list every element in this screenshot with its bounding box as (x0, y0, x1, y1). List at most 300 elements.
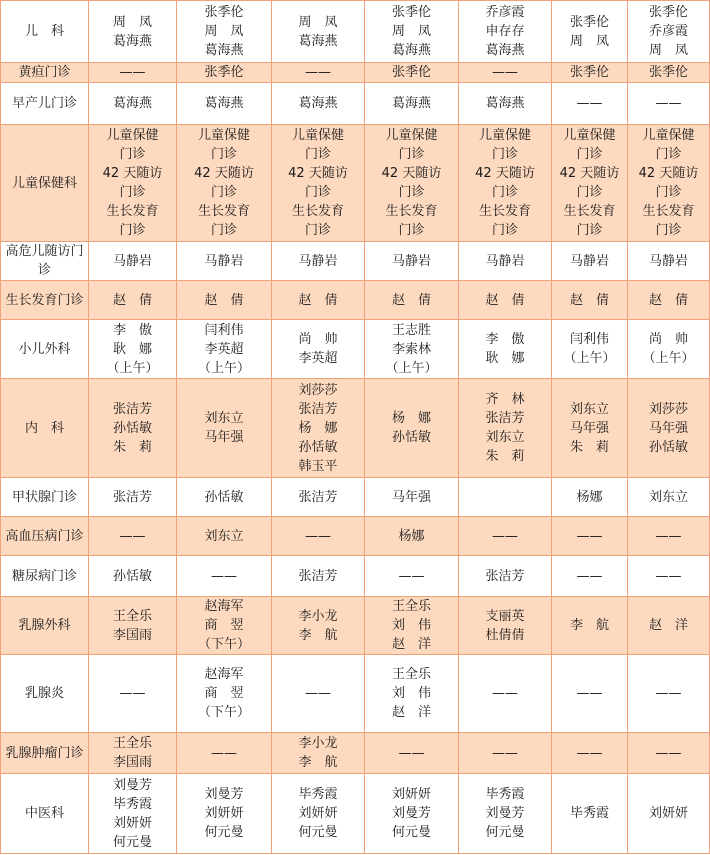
doctor-cell (177, 83, 272, 125)
doctor-name: 刘妍妍 (204, 806, 244, 821)
doctor-name: 葛海燕 (391, 43, 431, 58)
doctor-cell (459, 478, 552, 517)
doctor-name: 闫利伟 (569, 332, 609, 347)
doctor-name: 毕秀霞 (485, 787, 525, 802)
doctor-name: 张季伦 (204, 65, 244, 80)
schedule-row-diabetes (1, 556, 710, 597)
doctor-cell (177, 281, 272, 320)
doctor-name: 门诊 (398, 185, 425, 200)
doctor-name: —— (492, 745, 518, 761)
department-name: 儿童保健科 (11, 175, 77, 191)
doctor-cell (272, 63, 365, 83)
department-name: 乳腺肿瘤门诊 (5, 745, 84, 761)
doctor-cell (89, 320, 177, 379)
doctor-cell (365, 774, 459, 854)
doctor-name: 尚 帅 (298, 332, 338, 347)
doctor-name: （下午） (197, 705, 250, 720)
doctor-cell (272, 597, 365, 655)
doctor-name: 张季伦 (648, 5, 688, 20)
doctor-name: 马静岩 (391, 253, 431, 269)
schedule-row-hypertension (1, 517, 710, 556)
doctor-cell (628, 83, 710, 125)
schedule-row-thyroid (1, 478, 710, 517)
doctor-cell (628, 320, 710, 379)
department-name: 高危儿随访门诊 (5, 244, 84, 278)
schedule-row-growth (1, 281, 710, 320)
doctor-name: —— (655, 528, 682, 544)
doctor-name: 儿童保健 (197, 128, 250, 143)
doctor-name: 乔彦霞 (648, 24, 688, 39)
doctor-name: 周 凤 (648, 43, 688, 58)
doctor-cell (459, 242, 552, 281)
department-name: 小儿外科 (18, 341, 71, 357)
doctor-name: 门诊 (491, 223, 518, 238)
doctor-name: —— (576, 528, 603, 544)
doctor-name: 李英超 (204, 341, 244, 357)
doctor-name: 马年强 (391, 489, 431, 505)
doctor-name: 门诊 (655, 223, 682, 238)
doctor-name: 刘 伟 (391, 686, 431, 701)
doctor-name: 葛海燕 (112, 96, 152, 111)
doctor-cell (459, 83, 552, 125)
doctor-cell (177, 1, 272, 63)
doctor-name: 耿 娜 (485, 351, 525, 366)
doctor-cell (459, 733, 552, 774)
schedule-row-tcm (1, 774, 710, 854)
doctor-name: 孙恬敏 (391, 430, 431, 445)
doctor-name: 赵 洋 (391, 705, 431, 720)
doctor-name: 葛海燕 (485, 43, 525, 58)
doctor-cell (177, 125, 272, 242)
doctor-cell (459, 517, 552, 556)
doctor-name: 门诊 (119, 185, 146, 200)
doctor-name: 儿童保健 (106, 128, 159, 143)
doctor-name: —— (576, 745, 603, 761)
doctor-cell (365, 597, 459, 655)
doctor-name: 葛海燕 (112, 33, 152, 49)
schedule-row-pediatric-surgery (1, 320, 710, 379)
doctor-cell (89, 379, 177, 478)
doctor-cell (552, 125, 628, 242)
department-cell (1, 125, 89, 242)
doctor-name: —— (655, 686, 682, 701)
doctor-cell (459, 655, 552, 733)
doctor-cell (177, 774, 272, 854)
department-name: 糖尿病门诊 (11, 568, 77, 584)
doctor-cell (89, 774, 177, 854)
doctor-name: 门诊 (119, 223, 146, 238)
doctor-name: 马静岩 (648, 253, 688, 269)
doctor-cell (365, 320, 459, 379)
doctor-name: —— (492, 686, 518, 701)
doctor-name: 生长发育 (642, 204, 695, 219)
department-cell (1, 733, 89, 774)
doctor-name: 葛海燕 (298, 96, 338, 111)
doctor-name: 刘东立 (648, 489, 688, 505)
doctor-cell (177, 597, 272, 655)
doctor-name: 朱 莉 (112, 439, 152, 455)
doctor-cell (628, 655, 710, 733)
department-name: 早产儿门诊 (11, 96, 77, 111)
doctor-name: 葛海燕 (485, 96, 525, 111)
doctor-name: —— (492, 65, 518, 80)
doctor-name: 门诊 (119, 147, 146, 162)
doctor-name: 刘东立 (485, 430, 525, 445)
doctor-cell (365, 655, 459, 733)
department-name: 内 科 (24, 420, 64, 436)
doctor-cell (89, 1, 177, 63)
doctor-cell (552, 733, 628, 774)
doctor-name: 张季伦 (648, 65, 688, 80)
doctor-name: 刘莎莎 (648, 401, 688, 417)
doctor-cell (628, 63, 710, 83)
doctor-name: 李国雨 (112, 627, 152, 643)
doctor-name: 何元曼 (391, 825, 431, 840)
department-name: 黄疸门诊 (18, 65, 71, 80)
doctor-name: 42 天随访 (102, 166, 163, 181)
doctor-name: 杨娜 (576, 489, 603, 505)
doctor-name: —— (655, 96, 682, 111)
doctor-name: （下午） (197, 637, 250, 652)
doctor-name: 赵 倩 (648, 292, 688, 308)
doctor-cell (552, 83, 628, 125)
doctor-cell (552, 556, 628, 597)
doctor-name: 赵 洋 (391, 637, 431, 652)
doctor-name: 42 天随访 (381, 166, 442, 181)
schedule-row-mastitis (1, 655, 710, 733)
doctor-name: 毕秀霞 (569, 806, 609, 821)
doctor-name: 马静岩 (204, 253, 244, 269)
doctor-name: 门诊 (398, 147, 425, 162)
doctor-name: —— (119, 65, 146, 80)
department-cell (1, 63, 89, 83)
doctor-cell (628, 379, 710, 478)
doctor-cell (177, 655, 272, 733)
doctor-cell (272, 774, 365, 854)
department-cell (1, 242, 89, 281)
doctor-cell (459, 379, 552, 478)
doctor-name: 赵 倩 (112, 292, 152, 308)
doctor-name: 门诊 (398, 223, 425, 238)
doctor-name: —— (576, 568, 603, 584)
department-name: 甲状腺门诊 (11, 489, 77, 505)
doctor-name: 马静岩 (485, 253, 525, 269)
department-name: 儿 科 (24, 24, 64, 39)
doctor-name: —— (305, 686, 331, 701)
doctor-name: 周 凤 (112, 14, 152, 30)
department-cell (1, 655, 89, 733)
doctor-name: 毕秀霞 (112, 796, 152, 812)
doctor-name: —— (211, 745, 237, 761)
doctor-cell (552, 281, 628, 320)
doctor-name: 马年强 (569, 420, 609, 436)
doctor-name: 刘莎莎 (298, 382, 338, 398)
doctor-name: 商 翌 (204, 618, 244, 633)
doctor-cell (177, 63, 272, 83)
doctor-cell (89, 478, 177, 517)
schedule-row-pediatrics (1, 1, 710, 63)
doctor-name: 赵 倩 (485, 292, 525, 308)
doctor-name: 杨娜 (398, 528, 425, 544)
doctor-name: 张洁芳 (112, 489, 152, 505)
doctor-cell (552, 320, 628, 379)
doctor-name: 赵 倩 (204, 292, 244, 308)
doctor-name: 何元曼 (112, 834, 152, 850)
doctor-cell (272, 83, 365, 125)
doctor-name: 耿 娜 (112, 341, 152, 357)
department-cell (1, 379, 89, 478)
doctor-name: 刘曼芳 (391, 806, 431, 821)
doctor-name: 李小龙 (298, 736, 338, 751)
doctor-name: 张洁芳 (485, 568, 525, 584)
doctor-name: 葛海燕 (204, 43, 244, 58)
doctor-name: 马年强 (648, 420, 688, 436)
doctor-name: —— (655, 745, 682, 761)
doctor-cell (272, 242, 365, 281)
doctor-name: 42 天随访 (194, 166, 254, 181)
schedule-row-breast-surgery (1, 597, 710, 655)
doctor-name: —— (398, 568, 425, 584)
doctor-name: 门诊 (210, 223, 237, 238)
doctor-cell (628, 517, 710, 556)
schedule-row-premature (1, 83, 710, 125)
doctor-cell (459, 556, 552, 597)
doctor-cell (272, 125, 365, 242)
doctor-name: 张洁芳 (485, 411, 525, 426)
doctor-name: 何元曼 (485, 825, 525, 840)
doctor-cell (459, 63, 552, 83)
doctor-cell (552, 597, 628, 655)
doctor-name: 马静岩 (569, 253, 609, 269)
doctor-cell (365, 379, 459, 478)
doctor-name: 生长发育 (563, 204, 616, 219)
doctor-name: 乔彦霞 (485, 5, 525, 20)
doctor-name: 王志胜 (391, 322, 431, 338)
doctor-name: 42 天随访 (638, 166, 699, 181)
doctor-name: 申存存 (485, 24, 525, 39)
doctor-cell (628, 774, 710, 854)
doctor-cell (177, 556, 272, 597)
doctor-name: 刘妍妍 (298, 806, 338, 821)
doctor-name: 李小龙 (298, 608, 338, 624)
doctor-cell (552, 774, 628, 854)
department-name: 乳腺外科 (18, 618, 71, 633)
doctor-name: 闫利伟 (204, 322, 244, 338)
doctor-cell (89, 655, 177, 733)
doctor-name: 马静岩 (298, 253, 338, 269)
department-cell (1, 320, 89, 379)
doctor-name: 刘东立 (204, 411, 244, 426)
doctor-cell (459, 597, 552, 655)
doctor-name: 李 傲 (112, 322, 152, 338)
doctor-cell (628, 1, 710, 63)
doctor-name: 支丽英 (485, 608, 525, 624)
doctor-name: 杜倩倩 (485, 627, 525, 643)
doctor-cell (552, 379, 628, 478)
doctor-name: 周 凤 (391, 24, 431, 39)
doctor-name: 儿童保健 (478, 128, 531, 143)
doctor-cell (365, 125, 459, 242)
doctor-cell (628, 125, 710, 242)
doctor-cell (177, 517, 272, 556)
doctor-name: （上午） (385, 360, 438, 376)
doctor-name: 赵 倩 (569, 292, 609, 308)
doctor-name: 儿童保健 (385, 128, 438, 143)
doctor-name: 生长发育 (385, 204, 438, 219)
doctor-name: （上午） (197, 360, 250, 376)
doctor-cell (89, 281, 177, 320)
department-cell (1, 281, 89, 320)
department-cell (1, 83, 89, 125)
doctor-cell (365, 733, 459, 774)
doctor-name: 马静岩 (112, 253, 152, 269)
doctor-name: —— (492, 528, 518, 544)
doctor-name: 王全乐 (391, 667, 431, 682)
doctor-cell (552, 1, 628, 63)
department-name: 乳腺炎 (24, 686, 64, 701)
doctor-name: 杨 娜 (391, 411, 431, 426)
doctor-name: 李英超 (298, 351, 338, 366)
doctor-name: 赵海军 (204, 599, 244, 614)
doctor-name: —— (655, 568, 682, 584)
doctor-name: 门诊 (491, 147, 518, 162)
doctor-name: 门诊 (304, 185, 331, 200)
doctor-name: 王全乐 (391, 599, 431, 614)
doctor-name: 张季伦 (204, 5, 244, 20)
doctor-name: 张洁芳 (298, 568, 338, 584)
doctor-cell (365, 63, 459, 83)
doctor-name: 张季伦 (569, 65, 609, 80)
doctor-cell (89, 556, 177, 597)
doctor-name: 何元曼 (298, 825, 338, 840)
doctor-name: 门诊 (304, 147, 331, 162)
doctor-name: 李 航 (569, 618, 609, 633)
doctor-cell (365, 281, 459, 320)
doctor-name: 张季伦 (391, 65, 431, 80)
doctor-name: 42 天随访 (475, 166, 535, 181)
doctor-cell (89, 242, 177, 281)
doctor-cell (272, 379, 365, 478)
doctor-cell (365, 242, 459, 281)
doctor-name: 孙恬敏 (112, 420, 152, 436)
doctor-name: 韩玉平 (298, 458, 338, 474)
department-name: 生长发育门诊 (5, 292, 84, 308)
doctor-cell (177, 379, 272, 478)
doctor-name: 杨 娜 (298, 420, 338, 436)
doctor-name: 赵海军 (204, 667, 244, 682)
department-cell (1, 597, 89, 655)
doctor-cell (89, 83, 177, 125)
doctor-cell (365, 83, 459, 125)
doctor-name: 刘曼芳 (204, 787, 244, 802)
doctor-name: 赵 倩 (391, 292, 431, 308)
doctor-name: 商 翌 (204, 686, 244, 701)
doctor-name: 门诊 (576, 223, 603, 238)
doctor-name: 张洁芳 (298, 489, 338, 505)
doctor-name: —— (576, 686, 603, 701)
doctor-cell (272, 320, 365, 379)
schedule-row-internal-medicine (1, 379, 710, 478)
doctor-cell (552, 478, 628, 517)
doctor-cell (272, 517, 365, 556)
doctor-name: 刘曼芳 (485, 806, 525, 821)
doctor-name: 刘 伟 (391, 618, 431, 633)
doctor-cell (628, 242, 710, 281)
doctor-cell (365, 517, 459, 556)
doctor-name: 赵 洋 (648, 618, 688, 633)
schedule-row-child-health (1, 125, 710, 242)
doctor-cell (272, 556, 365, 597)
doctor-name: 生长发育 (197, 204, 250, 219)
doctor-name: 生长发育 (478, 204, 531, 219)
doctor-cell (552, 63, 628, 83)
doctor-name: 刘东立 (204, 528, 244, 544)
doctor-name: —— (211, 568, 237, 584)
doctor-name: 张洁芳 (298, 401, 338, 417)
doctor-name: 尚 帅 (648, 332, 688, 347)
doctor-name: 孙恬敏 (204, 489, 244, 505)
doctor-name: 马年强 (204, 430, 244, 445)
doctor-cell (459, 774, 552, 854)
doctor-name: 孙恬敏 (298, 439, 338, 455)
doctor-cell (628, 281, 710, 320)
doctor-name: 门诊 (655, 147, 682, 162)
doctor-cell (89, 63, 177, 83)
doctor-name: 王全乐 (112, 736, 152, 751)
doctor-name: 门诊 (491, 185, 518, 200)
doctor-cell (552, 517, 628, 556)
doctor-cell (177, 478, 272, 517)
doctor-cell (272, 478, 365, 517)
doctor-name: 门诊 (304, 223, 331, 238)
doctor-cell (272, 733, 365, 774)
doctor-name: 周 凤 (204, 24, 244, 39)
doctor-name: 生长发育 (291, 204, 344, 219)
doctor-name: 毕秀霞 (298, 787, 338, 802)
doctor-name: 42 天随访 (559, 166, 620, 181)
doctor-name: 儿童保健 (291, 128, 344, 143)
doctor-name: 朱 莉 (569, 439, 609, 455)
doctor-name: 刘曼芳 (112, 777, 152, 793)
doctor-cell (552, 242, 628, 281)
doctor-name: 生长发育 (106, 204, 159, 219)
doctor-cell (177, 733, 272, 774)
department-cell (1, 1, 89, 63)
doctor-name: （上午） (642, 351, 695, 366)
doctor-name: 门诊 (576, 185, 603, 200)
doctor-cell (365, 1, 459, 63)
doctor-cell (89, 733, 177, 774)
doctor-name: —— (576, 96, 603, 111)
doctor-name: 王全乐 (112, 608, 152, 624)
doctor-cell (628, 597, 710, 655)
doctor-name: 葛海燕 (391, 96, 431, 111)
doctor-name: 刘妍妍 (112, 815, 152, 831)
doctor-name: —— (119, 686, 146, 701)
schedule-row-high-risk (1, 242, 710, 281)
doctor-cell (628, 556, 710, 597)
schedule-body (1, 1, 710, 854)
doctor-name: 刘妍妍 (391, 787, 431, 802)
doctor-name: 李 航 (298, 755, 338, 770)
doctor-name: （上午） (106, 360, 159, 376)
doctor-cell (459, 281, 552, 320)
doctor-name: 李国雨 (112, 755, 152, 770)
doctor-name: 周 凤 (298, 14, 338, 30)
schedule-row-jaundice (1, 63, 710, 83)
doctor-cell (89, 517, 177, 556)
doctor-name: 朱 莉 (485, 449, 525, 464)
